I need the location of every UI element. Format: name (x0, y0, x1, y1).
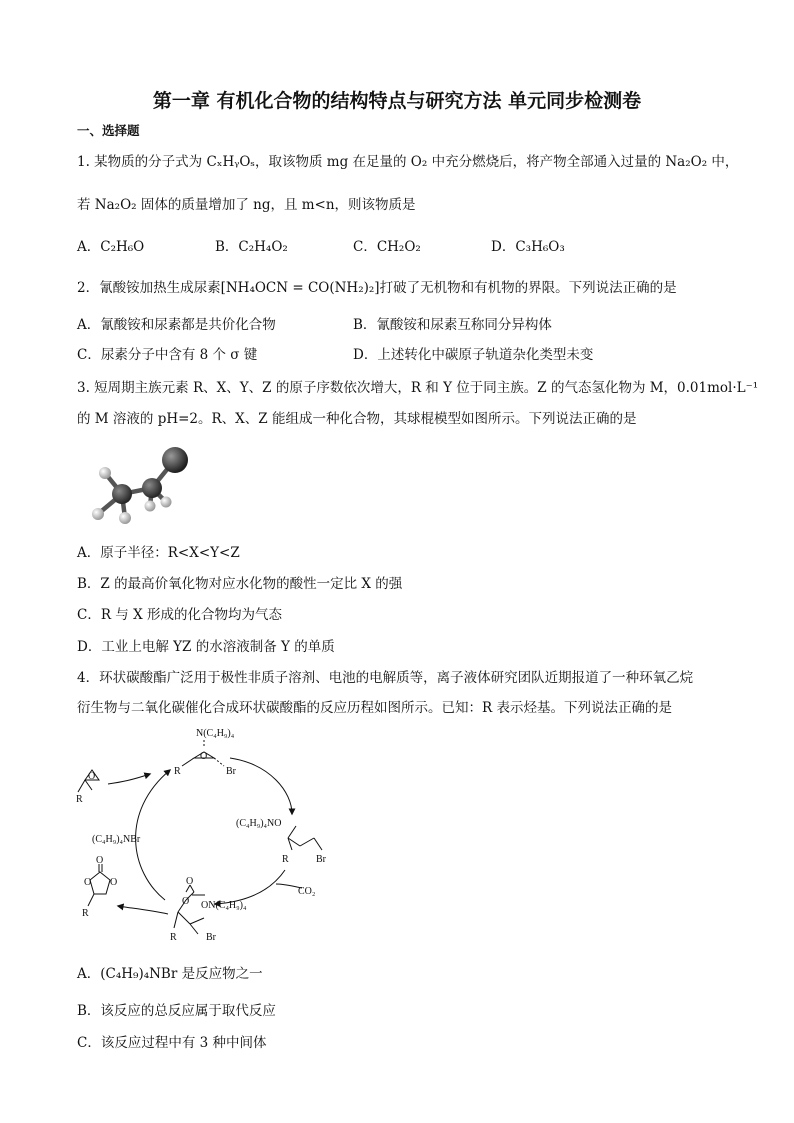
q2-option-d: D．上述转化中碳原子轨道杂化类型未变 (353, 347, 594, 363)
label-epoxide-r: R (76, 794, 83, 805)
label-product-ring-o1: O (84, 877, 92, 888)
q1-option-d: D．C₃H₆O₃ (491, 239, 565, 255)
label-ester-r: R (170, 932, 177, 943)
q1-option-a: A．C₂H₆O (77, 239, 145, 255)
page-title: 第一章 有机化合物的结构特点与研究方法 单元同步检测卷 (152, 90, 642, 112)
q3-option-a: A．原子半径：R<X<Y<Z (77, 545, 240, 561)
q3-option-d: D．工业上电解 YZ 的水溶液制备 Y 的单质 (77, 639, 335, 655)
q1-stem-line1: 1. 某物质的分子式为 CₓHᵧOₛ，取该物质 mg 在足量的 O₂ 中充分燃烧后，将产物全部通入过量的 Na₂O₂ 中， (77, 154, 739, 170)
q3-stem-line1: 3. 短周期主族元素 R、X、Y、Z 的原子序数依次增大，R 和 Y 位于同主族。Z 的气态氢化物为 M，0.01mol·L⁻¹ (77, 380, 759, 396)
section-heading: 一、选择题 (77, 123, 140, 138)
label-alkoxide-r: R (282, 854, 289, 865)
label-product-r: R (82, 908, 89, 919)
ball-and-stick-model (80, 444, 200, 526)
label-co2: CO₂ (298, 886, 316, 897)
hydrogen-atom (119, 512, 131, 524)
q4-option-c: C．该反应过程中有 3 种中间体 (77, 1035, 267, 1051)
carbon-atom (142, 478, 162, 498)
label-ester-oxygen: O (182, 896, 190, 907)
hydrogen-atom (145, 501, 156, 512)
label-ester-anion: ON(C₄H₉)₄ (201, 900, 247, 911)
carbon-atom (112, 484, 132, 504)
q4-option-b: B．该反应的总反应属于取代反应 (77, 1003, 276, 1019)
label-carbonyl-oxygen: O (186, 876, 194, 887)
hydrogen-atom (99, 467, 111, 479)
q4-stem-line1: 4．环状碳酸酯广泛用于极性非质子溶剂、电池的电解质等，离子液体研究团队近期报道了一种环氧乙烷 (77, 670, 694, 686)
hydrogen-atom (92, 508, 104, 520)
q2-option-b: B．氰酸铵和尿素互称同分异构体 (353, 317, 552, 333)
label-product-ring-o2: O (110, 877, 118, 888)
q2-option-a: A．氰酸铵和尿素都是共价化合物 (77, 317, 276, 333)
q2-option-c: C．尿素分子中含有 8 个 σ 键 (77, 347, 258, 363)
label-ester-br: Br (206, 932, 216, 943)
q4-stem-line2: 衍生物与二氧化碳催化合成环状碳酸酯的反应历程如图所示。已知：R 表示烃基。下列说法正确的是 (77, 700, 672, 716)
label-catalyst: (C₄H₉)₄NBr (92, 834, 141, 845)
label-product-carbonyl-o: O (96, 855, 104, 866)
q3-stem-line2: 的 M 溶液的 pH=2。R、X、Z 能组成一种化合物，其球棍模型如图所示。下列说法正确的是 (77, 411, 637, 427)
label-top-r: R (174, 766, 181, 777)
q2-stem: 2．氰酸铵加热生成尿素[NH₄OCN = CO(NH₂)₂]打破了无机物和有机物的界限。下列说法正确的是 (77, 280, 677, 296)
label-top-oxygen: O (200, 751, 208, 762)
label-epoxide-oxygen: O (88, 771, 96, 782)
label-top-br: Br (226, 766, 236, 777)
q1-option-b: B．C₂H₄O₂ (215, 239, 288, 255)
label-alkoxide-br: Br (316, 854, 326, 865)
q1-stem-line2: 若 Na₂O₂ 固体的质量增加了 ng，且 m<n，则该物质是 (77, 197, 416, 213)
reaction-mechanism-diagram (70, 722, 370, 950)
q1-option-c: C．CH₂O₂ (353, 239, 421, 255)
q3-option-b: B．Z 的最高价氧化物对应水化物的酸性一定比 X 的强 (77, 576, 403, 592)
label-alkoxide: (C₄H₉)₄NO (236, 818, 282, 829)
large-atom (162, 447, 188, 473)
label-top-cation: N(C₄H₉)₄ (196, 728, 235, 739)
q4-option-a: A．(C₄H₉)₄NBr 是反应物之一 (77, 966, 263, 982)
q3-option-c: C．R 与 X 形成的化合物均为气态 (77, 607, 282, 623)
hydrogen-atom (161, 497, 172, 508)
